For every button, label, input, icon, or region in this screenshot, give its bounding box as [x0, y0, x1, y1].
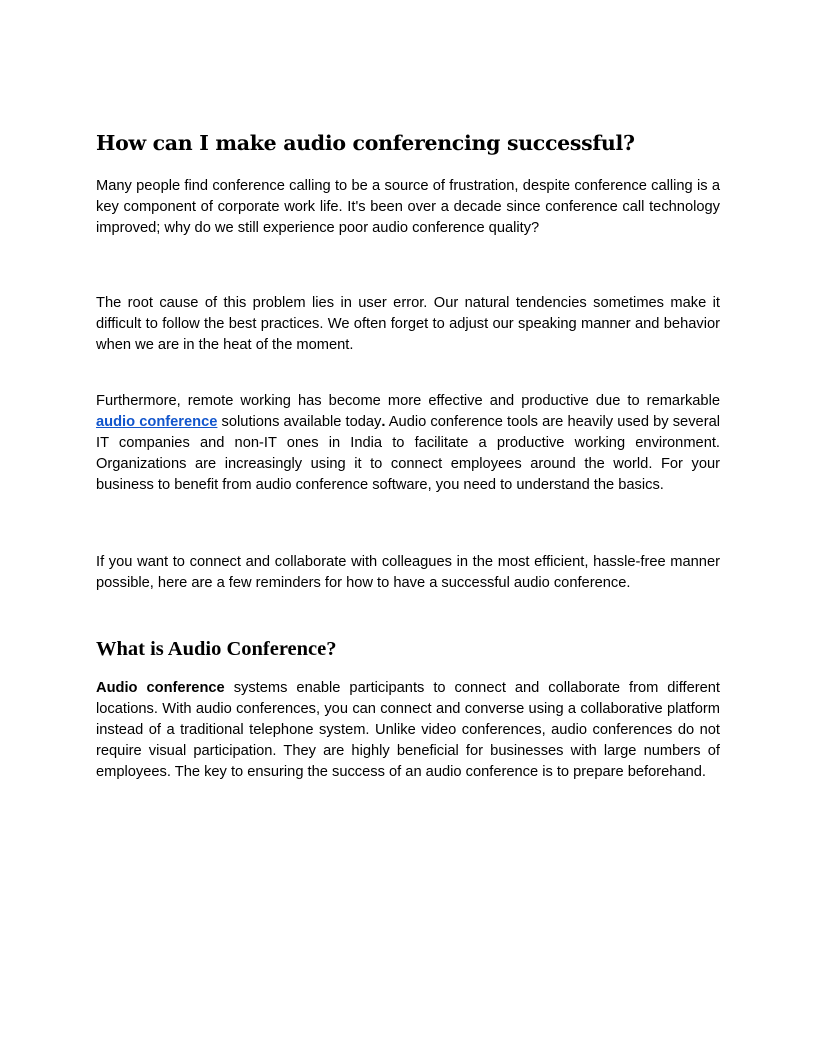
paragraph-reminders: If you want to connect and collaborate with colleagues in the most efficient, hassle-free manner possible, here are a few reminders for how to have a successful audio conference.	[96, 554, 720, 592]
paragraph-what-is	[96, 678, 720, 783]
bold-period: .	[381, 414, 386, 431]
paragraph-text: solutions available today	[217, 414, 382, 431]
paragraph-text: systems enable participants to connect and collaborate from different locations. With audio conferences, you can connect and converse using a collaborative platform instead of a traditional telephone system. Unlike video conferences, audio conferences do not require visual participation. They are highly beneficial for businesses with large numbers of employees. The key to ensuring the success of an audio conference is to prepare beforehand.	[96, 680, 720, 781]
paragraph-remote-working	[96, 391, 720, 496]
paragraph-text: Furthermore, remote working has become more effective and productive due to remarkable	[96, 393, 720, 409]
audio-conference-link[interactable]: audio conference	[96, 414, 218, 431]
paragraph-intro: Many people find conference calling to be a source of frustration, despite conference calling is a key component of corporate work life. It's been over a decade since conference call technology improved; why do we still experience poor audio conference quality?	[96, 178, 720, 237]
paragraph-root-cause: The root cause of this problem lies in user error. Our natural tendencies sometimes make it difficult to follow the best practices. We often forget to adjust our speaking manner and behavior when we are in the heat of the moment.	[96, 295, 720, 354]
paragraph-text: Audio conference tools are heavily used by several IT companies and non-IT ones in India to facilitate a productive working environment. Organizations are increasingly using it to connect employees around the world. For your business to benefit from audio conference software, you need to understand the basics.	[96, 414, 720, 494]
section-heading: What is Audio Conference?	[96, 638, 337, 660]
bold-term: Audio conference	[96, 680, 225, 696]
page-title: How can I make audio conferencing successful?	[96, 131, 635, 155]
